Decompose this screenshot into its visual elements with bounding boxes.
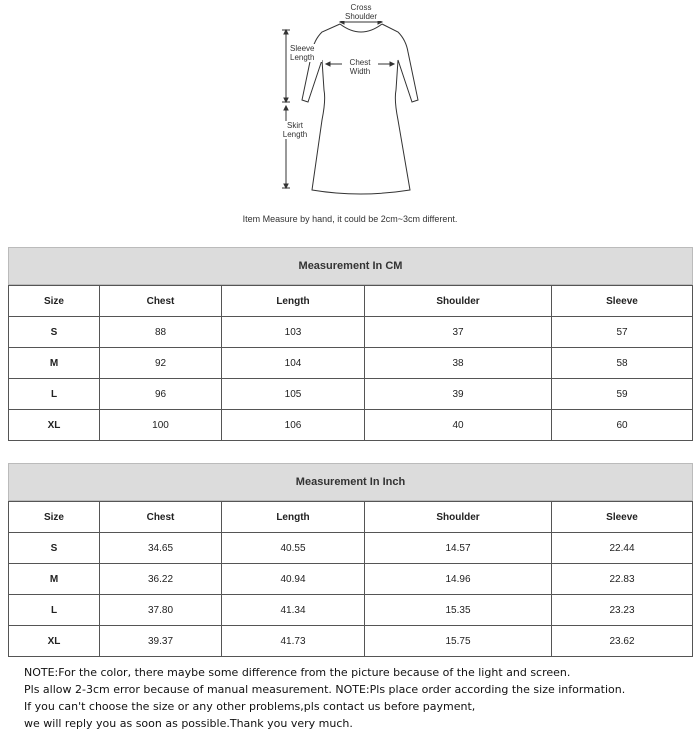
table-title: Measurement In Inch [9, 464, 693, 501]
table-title: Measurement In CM [9, 248, 693, 285]
size-cell: M [9, 348, 100, 379]
sleeve-cell: 57 [552, 317, 693, 348]
table-row [9, 379, 693, 410]
chest-cell: 92 [100, 348, 222, 379]
neckline [340, 24, 382, 32]
size-cell: XL [9, 626, 100, 657]
length-cell: 105 [222, 379, 365, 410]
column-header: Sleeve [552, 286, 693, 317]
table-row [9, 626, 693, 657]
shoulder-cell: 38 [365, 348, 552, 379]
measure-note: Item Measure by hand, it could be 2cm~3cm different. [242, 214, 458, 224]
chest-width-label: Chest Width [342, 58, 378, 76]
table-row [9, 348, 693, 379]
column-header: Length [222, 286, 365, 317]
column-header: Sleeve [552, 502, 693, 533]
length-cell: 40.55 [222, 533, 365, 564]
chest-cell: 88 [100, 317, 222, 348]
column-header: Chest [100, 286, 222, 317]
footer-notes [24, 664, 694, 732]
size-cell: M [9, 564, 100, 595]
table-header-row [9, 502, 693, 533]
table-row [9, 595, 693, 626]
size-cell: L [9, 379, 100, 410]
shoulder-cell: 15.75 [365, 626, 552, 657]
sleeve-cell: 23.62 [552, 626, 693, 657]
shoulder-cell: 15.35 [365, 595, 552, 626]
note-line: If you can't choose the size or any other problems,pls contact us before payment, [24, 700, 476, 713]
chest-cell: 37.80 [100, 595, 222, 626]
size-cell: S [9, 317, 100, 348]
sleeve-cell: 22.44 [552, 533, 693, 564]
column-header: Shoulder [365, 286, 552, 317]
table-row [9, 410, 693, 441]
table-row [9, 533, 693, 564]
size-cell: L [9, 595, 100, 626]
note-line: we will reply you as soon as possible.Thank you very much. [24, 717, 353, 730]
column-header: Chest [100, 502, 222, 533]
sleeve-cell: 59 [552, 379, 693, 410]
column-header: Length [222, 502, 365, 533]
size-cell: XL [9, 410, 100, 441]
dress-illustration [0, 0, 700, 210]
chest-cell: 96 [100, 379, 222, 410]
measurement-table-inch [8, 463, 693, 657]
table-header-row [9, 286, 693, 317]
sleeve-cell: 22.83 [552, 564, 693, 595]
length-cell: 41.34 [222, 595, 365, 626]
measurement-table-cm [8, 247, 693, 441]
length-cell: 103 [222, 317, 365, 348]
shoulder-cell: 14.96 [365, 564, 552, 595]
shoulder-cell: 39 [365, 379, 552, 410]
table-row [9, 317, 693, 348]
cross-shoulder-label: Cross Shoulder [336, 3, 386, 21]
shoulder-cell: 14.57 [365, 533, 552, 564]
chest-cell: 39.37 [100, 626, 222, 657]
shoulder-cell: 37 [365, 317, 552, 348]
skirt-length-label: Skirt Length [278, 121, 312, 139]
sleeve-cell: 58 [552, 348, 693, 379]
length-cell: 40.94 [222, 564, 365, 595]
sleeve-length-label: Sleeve Length [290, 44, 322, 62]
column-header: Shoulder [365, 502, 552, 533]
sleeve-cell: 23.23 [552, 595, 693, 626]
note-line: Pls allow 2-3cm error because of manual measurement. NOTE:Pls place order according the size information. [24, 683, 626, 696]
length-cell: 41.73 [222, 626, 365, 657]
table-row [9, 564, 693, 595]
length-cell: 104 [222, 348, 365, 379]
sleeve-cell: 60 [552, 410, 693, 441]
measurement-diagram [0, 0, 700, 240]
chest-cell: 34.65 [100, 533, 222, 564]
chest-cell: 36.22 [100, 564, 222, 595]
size-cell: S [9, 533, 100, 564]
length-cell: 106 [222, 410, 365, 441]
shoulder-cell: 40 [365, 410, 552, 441]
chest-cell: 100 [100, 410, 222, 441]
column-header: Size [9, 502, 100, 533]
column-header: Size [9, 286, 100, 317]
note-line: NOTE:For the color, there maybe some difference from the picture because of the light and screen. [24, 666, 571, 679]
